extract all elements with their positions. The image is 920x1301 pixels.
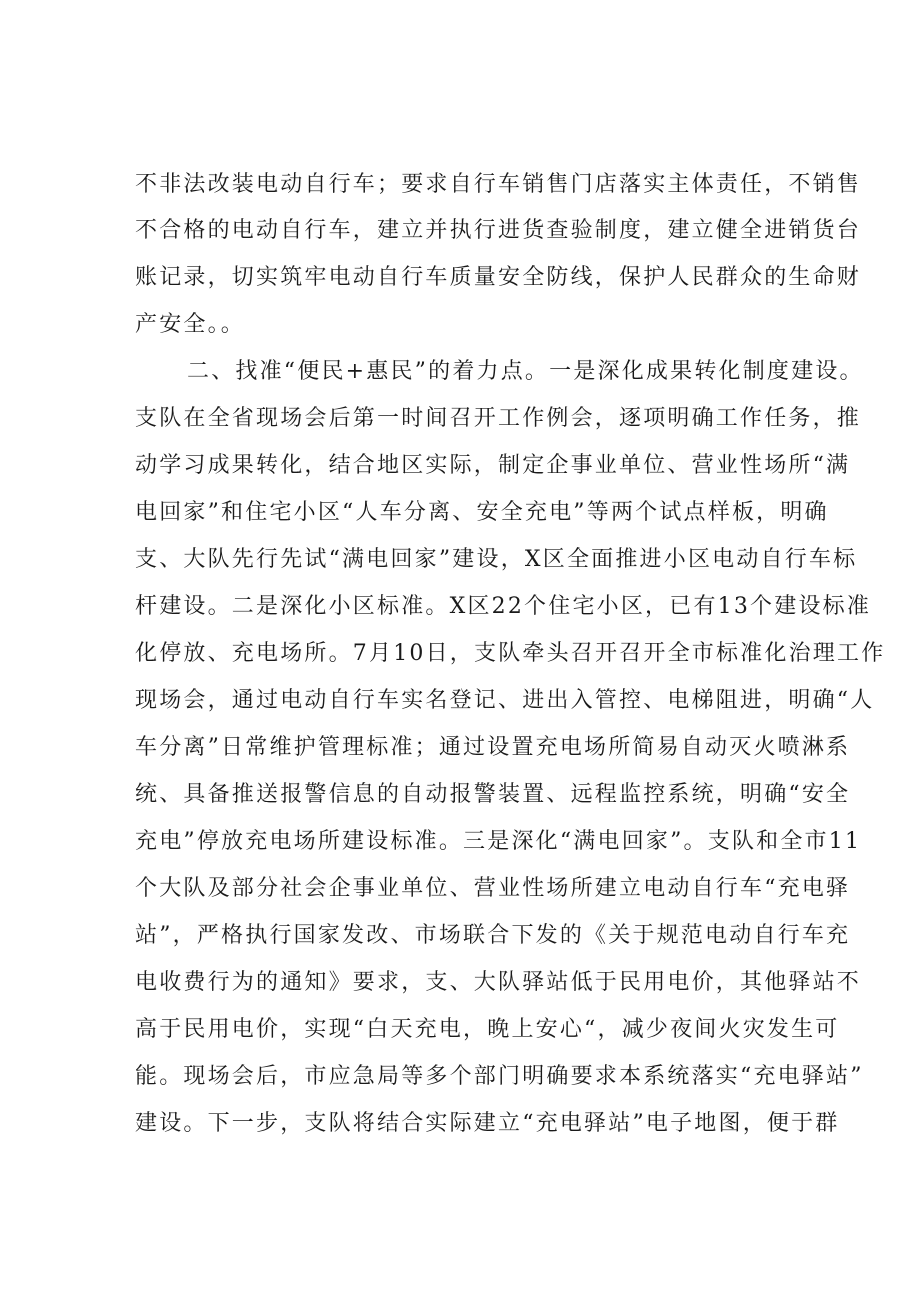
text-line-2: 不合格的电动自行车，建立并执行进货查验制度，建立健全进销货台	[135, 218, 862, 243]
text-line-12: 现场会，通过电动自行车实名登记、进出入管控、电梯阻进，明确“人	[135, 688, 875, 713]
text-line-5: 二、找准“便民+惠民”的着力点。一是深化成果转化制度建设。	[187, 359, 864, 384]
text-line-14: 统、具备推送报警信息的自动报警装置、远程监控系统，明确“安全	[135, 782, 851, 807]
text-line-19: 高于民用电价，实现“白天充电，晚上安心“，减少夜间火灾发生可	[135, 1017, 840, 1042]
text-line-20: 能。现场会后，市应急局等多个部门明确要求本系统落实“充电驿站”	[135, 1064, 864, 1089]
text-line-13: 车分离”日常维护管理标准；通过设置充电场所简易自动灭火喷淋系	[135, 735, 851, 760]
text-line-7: 动学习成果转化，结合地区实际，制定企事业单位、营业性场所“满	[135, 453, 851, 478]
text-line-9: 支、大队先行先试“满电回家”建设，X区全面推进小区电动自行车标	[135, 547, 858, 572]
text-line-15: 充电”停放充电场所建设标准。三是深化“满电回家”。支队和全市11	[135, 829, 862, 854]
text-line-10: 杆建设。二是深化小区标准。X区22个住宅小区，已有13个建设标准	[135, 594, 872, 619]
text-line-3: 账记录，切实筑牢电动自行车质量安全防线，保护人民群众的生命财	[135, 265, 862, 290]
text-line-6: 支队在全省现场会后第一时间召开工作例会，逐项明确工作任务，推	[135, 406, 862, 431]
text-line-4: 产安全。。	[135, 312, 246, 337]
text-line-21: 建设。下一步，支队将结合实际建立“充电驿站”电子地图，便于群	[135, 1111, 840, 1136]
text-line-11: 化停放、充电场所。7月10日，支队牵头召开召开全市标准化治理工作	[135, 641, 886, 666]
text-line-17: 站”，严格执行国家发改、市场联合下发的《关于规范电动自行车充	[135, 923, 851, 948]
text-line-16: 个大队及部分社会企事业单位、营业性场所建立电动自行车“充电驿	[135, 876, 851, 901]
text-line-18: 电收费行为的通知》要求，支、大队驿站低于民用电价，其他驿站不	[135, 970, 862, 995]
text-line-8: 电回家”和住宅小区“人车分离、安全充电”等两个试点样板，明确	[135, 500, 829, 525]
text-line-1: 不非法改装电动自行车；要求自行车销售门店落实主体责任，不销售	[135, 172, 862, 197]
